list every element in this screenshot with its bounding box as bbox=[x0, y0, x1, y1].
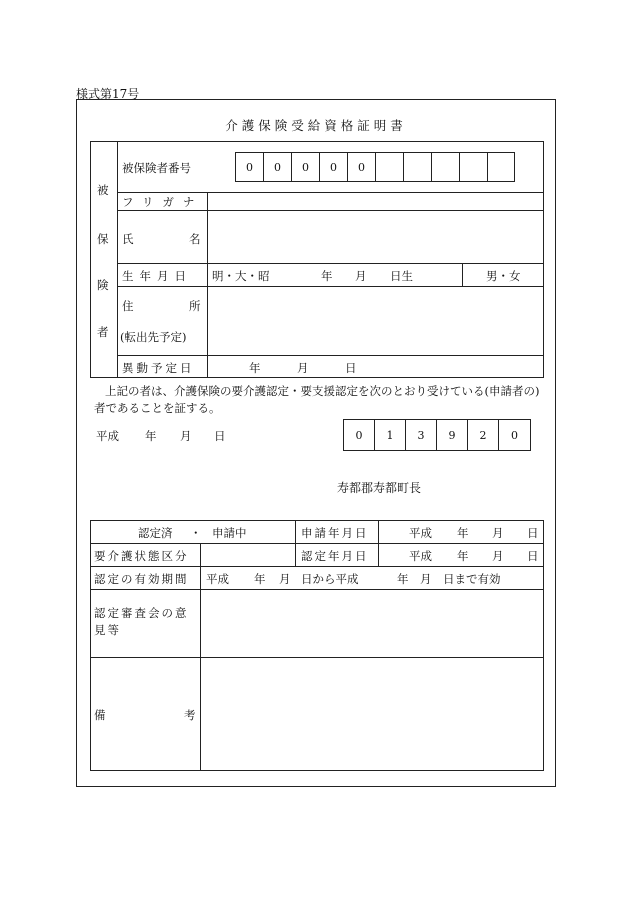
name-label-2: 名 bbox=[189, 232, 201, 246]
address-sub-label: (転出先予定) bbox=[120, 330, 187, 344]
care-level-label: 要介護状態区分 bbox=[94, 549, 189, 563]
move-date-label: 異動予定日 bbox=[122, 361, 195, 375]
validity-label: 認定の有効期間 bbox=[94, 572, 189, 586]
status-certified: 認定済 bbox=[138, 526, 173, 540]
certification-date-label: 認定年月日 bbox=[301, 549, 369, 563]
gender-options: 男・女 bbox=[486, 269, 521, 283]
validity-day-from: 日から平成 bbox=[301, 572, 359, 586]
birthdate-year: 年 bbox=[321, 269, 333, 283]
insured-number-digit: 0 bbox=[319, 152, 348, 182]
insured-side-label-1: 被 bbox=[97, 183, 109, 197]
validity-month-from: 月 bbox=[279, 572, 291, 586]
insured-number-digit: 0 bbox=[347, 152, 376, 182]
review-opinion-label: 認定審査会の意見等 bbox=[94, 606, 189, 637]
insured-number-digit: 0 bbox=[263, 152, 292, 182]
move-date-month: 月 bbox=[297, 361, 309, 375]
application-date-era: 平成 bbox=[409, 526, 432, 540]
remarks-label-2: 考 bbox=[184, 708, 196, 722]
certification-date-year: 年 bbox=[457, 549, 469, 563]
form-title: 介護保険受給資格証明書 bbox=[225, 118, 407, 133]
insured-number-digit bbox=[431, 152, 460, 182]
validity-year-from: 年 bbox=[254, 572, 266, 586]
insurer-number-digit: 9 bbox=[436, 419, 468, 451]
application-date-day: 日 bbox=[527, 526, 539, 540]
certification-date-era: 平成 bbox=[409, 549, 432, 563]
insurer-number-digit: 3 bbox=[405, 419, 437, 451]
insurer-number-digit: 0 bbox=[498, 419, 531, 451]
issuer-name: 寿都郡寿都町長 bbox=[337, 481, 422, 495]
insured-number-digit: 0 bbox=[291, 152, 320, 182]
issue-date-month: 月 bbox=[180, 429, 192, 443]
insurer-number-boxes bbox=[343, 419, 531, 451]
insured-number-digit: 0 bbox=[235, 152, 264, 182]
insured-number-digit bbox=[459, 152, 488, 182]
certification-text: 上記の者は、介護保険の要介護認定・要支援認定を次のとおり受けている(申請者の)者であることを証する。 bbox=[94, 384, 540, 415]
birthdate-eras: 明・大・昭 bbox=[212, 269, 270, 283]
validity-month-to: 月 bbox=[420, 572, 432, 586]
insured-number-label: 被保険者番号 bbox=[122, 161, 191, 175]
name-label-1: 氏 bbox=[122, 232, 134, 246]
status-applying: 申請中 bbox=[212, 526, 247, 540]
form-number: 様式第17号 bbox=[76, 87, 140, 101]
move-date-year: 年 bbox=[249, 361, 261, 375]
furigana-label: フリガナ bbox=[122, 195, 204, 209]
insured-side-label-2: 保 bbox=[97, 232, 109, 246]
certification-date-day: 日 bbox=[527, 549, 539, 563]
move-date-day: 日 bbox=[345, 361, 357, 375]
address-label-2: 所 bbox=[189, 299, 201, 313]
insured-number-boxes bbox=[235, 152, 515, 182]
certification-date-month: 月 bbox=[492, 549, 504, 563]
birthdate-day: 日生 bbox=[390, 269, 413, 283]
insurer-number-digit: 2 bbox=[467, 419, 499, 451]
birthdate-label: 生年月日 bbox=[122, 269, 192, 283]
insured-number-digit bbox=[487, 152, 515, 182]
application-date-label: 申請年月日 bbox=[301, 526, 369, 540]
application-date-year: 年 bbox=[457, 526, 469, 540]
insurer-number-digit: 0 bbox=[343, 419, 375, 451]
address-label-1: 住 bbox=[122, 299, 134, 313]
insured-number-digit bbox=[375, 152, 404, 182]
validity-day-to: 日まで有効 bbox=[443, 572, 501, 586]
birthdate-month: 月 bbox=[355, 269, 367, 283]
issue-date-era: 平成 bbox=[96, 429, 119, 443]
status-separator: ・ bbox=[190, 526, 202, 540]
validity-year-to: 年 bbox=[397, 572, 409, 586]
issue-date-day: 日 bbox=[214, 429, 226, 443]
validity-era-from: 平成 bbox=[206, 572, 229, 586]
application-date-month: 月 bbox=[492, 526, 504, 540]
insured-side-label-4: 者 bbox=[97, 325, 109, 339]
insured-side-label-3: 険 bbox=[97, 278, 109, 292]
insurer-number-digit: 1 bbox=[374, 419, 406, 451]
issue-date-year: 年 bbox=[145, 429, 157, 443]
insured-number-digit bbox=[403, 152, 432, 182]
remarks-label-1: 備 bbox=[94, 708, 106, 722]
